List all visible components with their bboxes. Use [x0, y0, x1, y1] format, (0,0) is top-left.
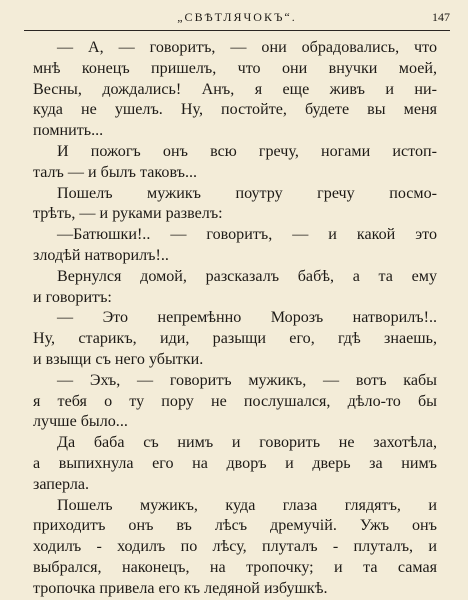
paragraph	[33, 308, 437, 370]
text-line	[33, 142, 437, 163]
text-line	[33, 371, 437, 392]
line-text: трѣть, — и руками развелъ:	[33, 205, 223, 223]
paragraph	[33, 496, 437, 600]
line-text: помнить...	[33, 122, 104, 140]
paragraph	[33, 267, 437, 309]
line-text: Пошелъ мужикъ поутру гречу посмо-	[57, 184, 437, 202]
body-text	[33, 38, 437, 600]
line-text: тропочка привела его къ ледяной избушкѣ.	[33, 579, 328, 597]
header-rule	[24, 30, 450, 31]
text-line	[33, 329, 437, 350]
line-text: лучше было...	[33, 413, 128, 431]
line-text: злодѣй натворилъ!..	[33, 246, 169, 264]
text-line	[33, 412, 437, 433]
line-text: заперла.	[33, 475, 90, 493]
line-text: а выпихнула его на дворъ и дверь за нимъ	[33, 454, 437, 472]
text-line	[33, 38, 437, 59]
text-line	[33, 246, 437, 267]
paragraph	[33, 225, 437, 267]
text-line	[33, 267, 437, 288]
text-line	[33, 433, 437, 454]
line-text: Вернулся домой, разсказалъ бабѣ, а та ему	[57, 267, 437, 285]
text-line	[33, 496, 437, 517]
text-line	[33, 59, 437, 80]
text-line	[33, 392, 437, 413]
line-text: талъ — и былъ таковъ...	[33, 163, 198, 181]
line-text: я тебя о ту пору не послушался, дѣло-то бы	[33, 392, 437, 410]
line-text: Да баба съ нимъ и говорить не захотѣла,	[57, 434, 437, 452]
text-line	[33, 80, 437, 101]
text-line	[33, 475, 437, 496]
line-text: Пошелъ мужикъ, куда глаза глядятъ, и	[57, 496, 437, 514]
paragraph	[33, 433, 437, 495]
line-text: выбрался, наконецъ, на тропочку; и та самая	[33, 558, 437, 576]
paragraph	[33, 142, 437, 184]
text-line	[33, 225, 437, 246]
text-line	[33, 537, 437, 558]
line-text: и говоритъ:	[33, 288, 112, 306]
line-text: — Эхъ, — говоритъ мужикъ, — вотъ кабы	[57, 371, 437, 389]
running-title: „СВѢТЛЯЧОКЪ“.	[177, 10, 297, 24]
text-line	[33, 184, 437, 205]
page-header	[24, 10, 450, 30]
line-text: и взыщи съ него убытки.	[33, 350, 204, 368]
text-line	[33, 308, 437, 329]
line-text: куда не ушелъ. Ну, постойте, будете вы меня	[33, 101, 437, 119]
line-text: приходитъ онъ въ лѣсъ дремучій. Ужъ онъ	[33, 517, 437, 535]
text-line	[33, 558, 437, 579]
line-text: ходилъ - ходилъ по лѣсу, плуталъ - плуталъ, и	[33, 538, 437, 556]
text-line	[33, 288, 437, 309]
text-line	[33, 204, 437, 225]
line-text: —Батюшки!.. — говоритъ, — и какой это	[57, 226, 437, 244]
line-text: Весны, дождались! Анъ, я еще живъ и ни-	[33, 80, 437, 98]
text-line	[33, 121, 437, 142]
text-line	[33, 579, 437, 600]
text-line	[33, 516, 437, 537]
text-line	[33, 350, 437, 371]
paragraph	[33, 38, 437, 142]
paragraph	[33, 371, 437, 433]
line-text: Ну, старикъ, иди, разыщи его, гдѣ знаешь,	[33, 330, 437, 348]
page-number: 147	[432, 10, 450, 24]
text-line	[33, 100, 437, 121]
line-text: И пожогъ онъ всю гречу, ногами истоп-	[57, 142, 437, 160]
line-text: — Это непремѣнно Морозъ натворилъ!..	[57, 309, 437, 327]
line-text: — А, — говоритъ, — они обрадовались, что	[57, 39, 437, 56]
text-line	[33, 454, 437, 475]
line-text: мнѣ конецъ пришелъ, что они внучки моей,	[33, 59, 437, 77]
paragraph	[33, 184, 437, 226]
text-line	[33, 163, 437, 184]
